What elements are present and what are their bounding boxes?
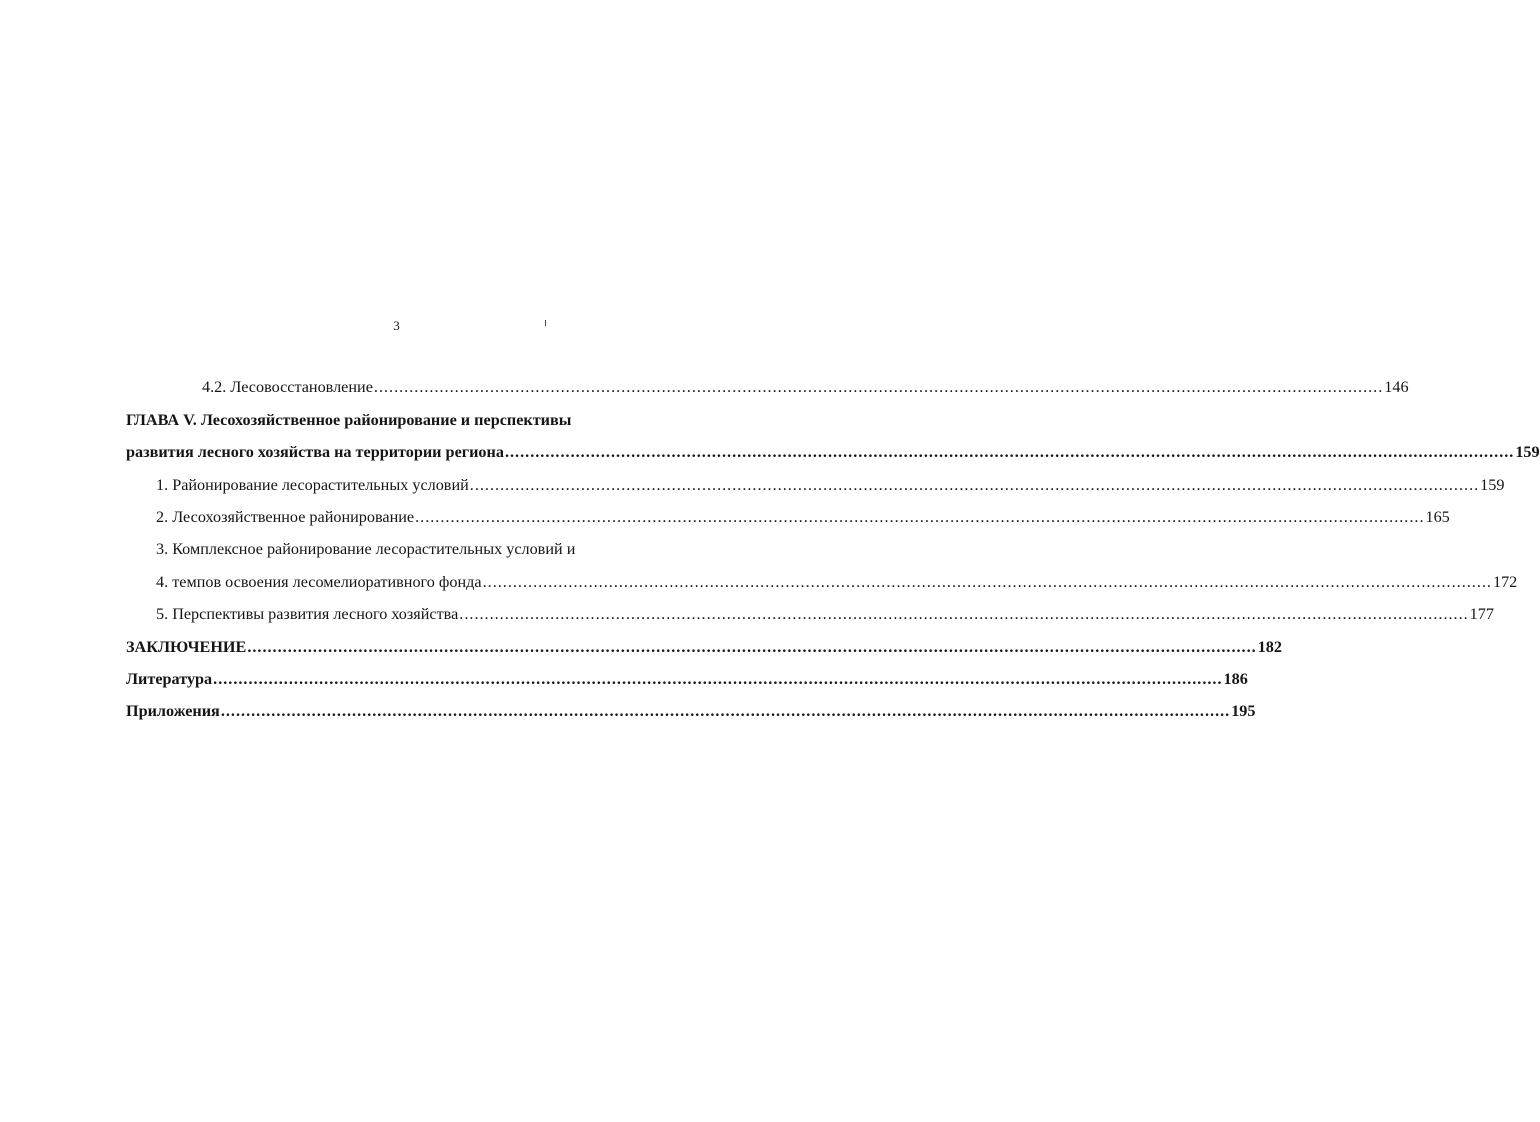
toc-entry-appendices	[126, 688, 1256, 721]
toc-leader-dots: ........................................................................................................................................................................................................	[220, 702, 1231, 721]
toc-entry-page: 165	[1425, 507, 1450, 526]
toc-entry-chapter-5-continued	[126, 429, 1540, 462]
toc-entry-label: Приложения	[126, 702, 220, 721]
toc-entry-label: 5. Перспективы развития лесного хозяйства	[156, 605, 459, 624]
toc-entry-label: 4.2. Лесовосстановление	[202, 378, 373, 397]
toc-leader-dots: ........................................................................................................................................................................................................	[247, 637, 1257, 656]
toc-entry-page: 182	[1257, 637, 1282, 656]
toc-leader-dots: ........................................................................................................................................................................................................	[415, 507, 1425, 526]
toc-entry-label: развития лесного хозяйства на территории региона	[126, 443, 504, 462]
toc-entry-page: 159	[1515, 443, 1540, 462]
toc-entry-label: ЗАКЛЮЧЕНИЕ	[126, 637, 247, 656]
toc-entry-conclusion	[126, 623, 1282, 656]
toc-entry-page: 195	[1231, 702, 1256, 721]
toc-leader-dots: ........................................................................................................................................................................................................	[459, 605, 1469, 624]
toc-entry-page: 146	[1384, 378, 1409, 397]
toc-entry-page: 172	[1492, 572, 1518, 591]
toc-entry-zoning-conditions	[126, 461, 1505, 494]
toc-entry-complex-zoning	[126, 526, 725, 558]
toc-entry-label: 1. Районирование лесорастительных условий	[156, 475, 469, 494]
table-of-contents	[126, 364, 1540, 721]
page-number: 3	[393, 318, 400, 333]
toc-leader-dots: ........................................................................................................................................................................................................	[373, 378, 1384, 397]
toc-leader-dots: ........................................................................................................................................................................................................	[213, 669, 1223, 688]
toc-entry-label: Литература	[126, 669, 213, 688]
toc-entry-literature	[126, 656, 1248, 688]
toc-entry-development-pace	[126, 558, 1518, 591]
toc-entry-page: 159	[1480, 475, 1505, 494]
toc-entry-page: 186	[1223, 669, 1248, 688]
scan-mark	[545, 320, 546, 326]
toc-entry-chapter-5-title	[126, 396, 725, 428]
toc-entry-page: 177	[1469, 605, 1494, 624]
toc-leader-dots: ........................................................................................................................................................................................................	[469, 475, 1480, 494]
toc-leader-dots: ........................................................................................................................................................................................................	[482, 572, 1492, 591]
toc-entry-forestry-zoning	[126, 494, 1450, 526]
toc-leader-dots: ........................................................................................................................................................................................................	[504, 443, 1515, 462]
toc-entry-label: 3. Комплексное районирование лесорастительных условий и	[156, 540, 576, 559]
toc-entry-label: ГЛАВА V. Лесохозяйственное районирование и перспективы	[126, 410, 572, 429]
toc-entry-label: 2. Лесохозяйственное районирование	[156, 507, 415, 526]
toc-entry-label: 4. темпов освоения лесомелиоративного фонда	[156, 572, 482, 591]
toc-entry-reforestation	[126, 364, 1409, 397]
toc-entry-prospects	[126, 591, 1494, 624]
